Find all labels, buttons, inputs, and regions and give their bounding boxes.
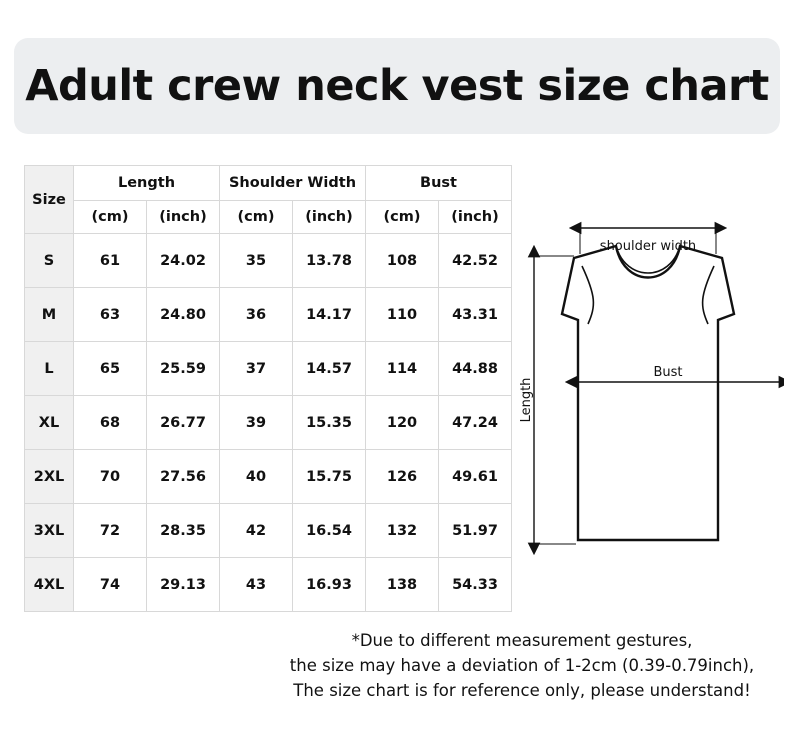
size-chart-table [24, 165, 512, 612]
cell-shoulder-cm: 35 [220, 234, 293, 288]
table-row [25, 396, 512, 450]
header-group-length: Length [74, 166, 220, 201]
cell-bust-inch: 44.88 [439, 342, 512, 396]
cell-length-inch: 25.59 [147, 342, 220, 396]
cell-size: 2XL [25, 450, 74, 504]
footnote-line-3: The size chart is for reference only, please understand! [293, 681, 751, 700]
cell-size: 4XL [25, 558, 74, 612]
cell-length-cm: 74 [74, 558, 147, 612]
cell-length-inch: 28.35 [147, 504, 220, 558]
header-unit-length-inch: (inch) [147, 201, 220, 234]
cell-length-cm: 63 [74, 288, 147, 342]
header-unit-shoulder-inch: (inch) [293, 201, 366, 234]
cell-size: XL [25, 396, 74, 450]
table-header [25, 166, 512, 234]
bust-label: Bust [653, 365, 683, 380]
cell-bust-cm: 114 [366, 342, 439, 396]
cell-shoulder-cm: 40 [220, 450, 293, 504]
cell-shoulder-inch: 16.93 [293, 558, 366, 612]
cell-shoulder-cm: 37 [220, 342, 293, 396]
header-unit-shoulder-cm: (cm) [220, 201, 293, 234]
length-label: Length [519, 377, 534, 423]
cell-bust-inch: 54.33 [439, 558, 512, 612]
header-unit-bust-inch: (inch) [439, 201, 512, 234]
cell-bust-cm: 138 [366, 558, 439, 612]
cell-length-inch: 24.80 [147, 288, 220, 342]
header-group-shoulder-width: Shoulder Width [220, 166, 366, 201]
cell-shoulder-cm: 43 [220, 558, 293, 612]
title-banner [14, 38, 780, 134]
footnote-line-2: the size may have a deviation of 1-2cm (0.39-0.79inch), [289, 656, 755, 675]
table-row [25, 342, 512, 396]
cell-size: S [25, 234, 74, 288]
table-body [25, 234, 512, 612]
cell-shoulder-inch: 15.75 [293, 450, 366, 504]
vest-measurement-diagram [512, 196, 784, 572]
header-size: Size [25, 166, 74, 234]
cell-bust-inch: 51.97 [439, 504, 512, 558]
cell-size: 3XL [25, 504, 74, 558]
cell-bust-cm: 126 [366, 450, 439, 504]
cell-length-cm: 70 [74, 450, 147, 504]
cell-bust-inch: 43.31 [439, 288, 512, 342]
table-row [25, 450, 512, 504]
cell-shoulder-inch: 15.35 [293, 396, 366, 450]
cell-size: M [25, 288, 74, 342]
table-row [25, 288, 512, 342]
cell-length-cm: 68 [74, 396, 147, 450]
table-header-group-row [25, 166, 512, 201]
cell-bust-cm: 108 [366, 234, 439, 288]
header-unit-bust-cm: (cm) [366, 201, 439, 234]
cell-length-inch: 29.13 [147, 558, 220, 612]
cell-shoulder-cm: 42 [220, 504, 293, 558]
table-row [25, 504, 512, 558]
table-row [25, 558, 512, 612]
header-unit-length-cm: (cm) [74, 201, 147, 234]
footnote-line-1: *Due to different measurement gestures, [351, 631, 693, 650]
header-group-bust: Bust [366, 166, 512, 201]
cell-shoulder-inch: 14.17 [293, 288, 366, 342]
cell-length-inch: 27.56 [147, 450, 220, 504]
cell-shoulder-cm: 36 [220, 288, 293, 342]
cell-bust-inch: 47.24 [439, 396, 512, 450]
cell-length-cm: 65 [74, 342, 147, 396]
cell-shoulder-inch: 14.57 [293, 342, 366, 396]
cell-shoulder-inch: 13.78 [293, 234, 366, 288]
cell-bust-inch: 49.61 [439, 450, 512, 504]
cell-bust-cm: 120 [366, 396, 439, 450]
cell-bust-cm: 110 [366, 288, 439, 342]
cell-length-inch: 24.02 [147, 234, 220, 288]
cell-bust-cm: 132 [366, 504, 439, 558]
cell-shoulder-inch: 16.54 [293, 504, 366, 558]
cell-bust-inch: 42.52 [439, 234, 512, 288]
cell-length-cm: 61 [74, 234, 147, 288]
cell-shoulder-cm: 39 [220, 396, 293, 450]
page-title: Adult crew neck vest size chart [25, 61, 769, 111]
cell-length-inch: 26.77 [147, 396, 220, 450]
vest-outline [562, 246, 734, 540]
cell-length-cm: 72 [74, 504, 147, 558]
table-row [25, 234, 512, 288]
cell-size: L [25, 342, 74, 396]
shoulder-width-label: shoulder width [599, 239, 697, 254]
footnote [262, 628, 782, 703]
table-header-unit-row [25, 201, 512, 234]
